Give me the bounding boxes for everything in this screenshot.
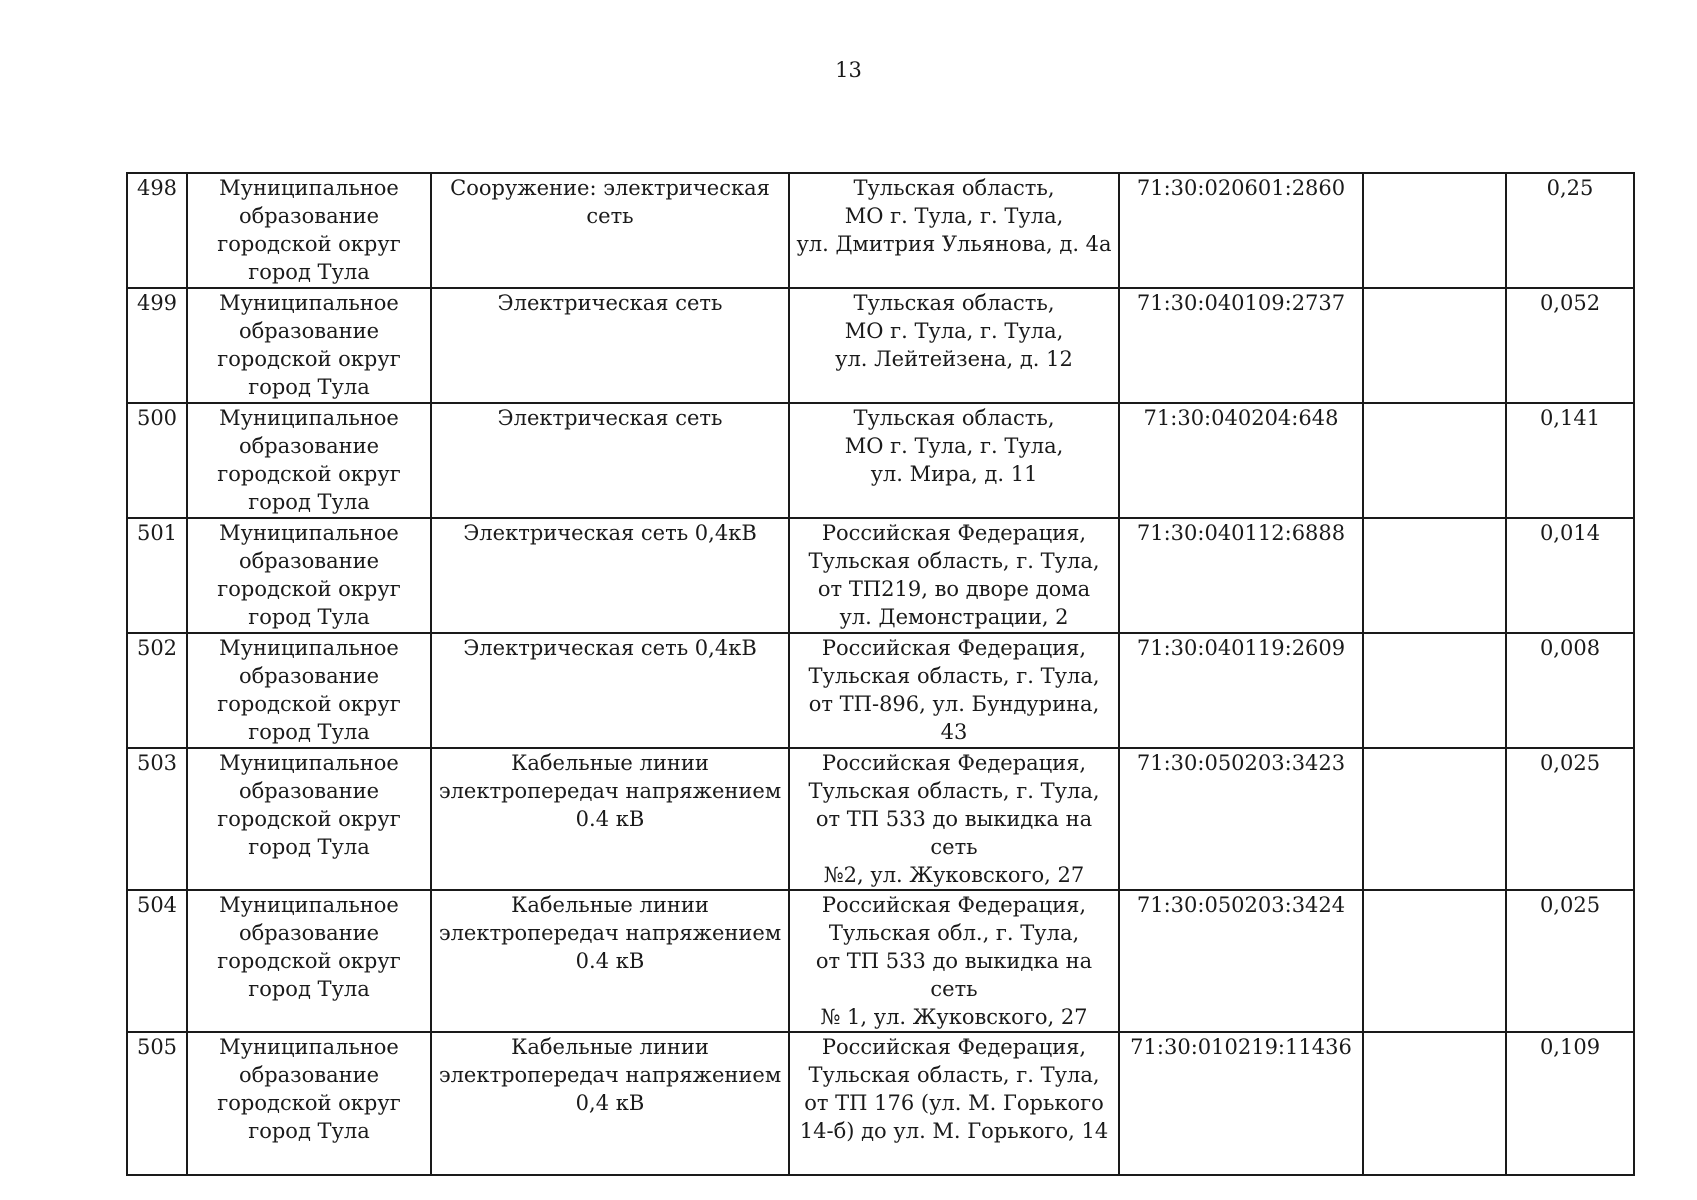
page-number: 13 [835, 58, 862, 82]
empty-cell [1363, 633, 1506, 748]
owner-cell: Муниципальное образование городской округ город Тула [187, 1032, 431, 1175]
object-name-cell: Электрическая сеть 0,4кВ [431, 518, 789, 633]
cadastral-number-cell: 71:30:040119:2609 [1119, 633, 1363, 748]
table-row [127, 403, 1634, 518]
length-cell: 0,014 [1506, 518, 1634, 633]
address-cell: Тульская область, МО г. Тула, г. Тула, ул. Дмитрия Ульянова, д. 4а [789, 173, 1119, 288]
row-number: 502 [127, 633, 187, 748]
length-cell: 0,052 [1506, 288, 1634, 403]
address-cell: Российская Федерация, Тульская обл., г. Тула, от ТП 533 до выкидка на сеть № 1, ул. Жуковского, 27 [789, 890, 1119, 1032]
owner-cell: Муниципальное образование городской округ город Тула [187, 173, 431, 288]
empty-cell [1363, 1032, 1506, 1175]
empty-cell [1363, 403, 1506, 518]
empty-cell [1363, 288, 1506, 403]
cadastral-number-cell: 71:30:040112:6888 [1119, 518, 1363, 633]
address-cell: Российская Федерация, Тульская область, г. Тула, от ТП 533 до выкидка на сеть №2, ул. Жуковского, 27 [789, 748, 1119, 890]
table-row [127, 748, 1634, 890]
row-number: 505 [127, 1032, 187, 1175]
row-number: 501 [127, 518, 187, 633]
address-cell: Тульская область, МО г. Тула, г. Тула, ул. Лейтейзена, д. 12 [789, 288, 1119, 403]
cadastral-number-cell: 71:30:010219:11436 [1119, 1032, 1363, 1175]
row-number: 499 [127, 288, 187, 403]
object-name-cell: Электрическая сеть [431, 403, 789, 518]
address-cell: Российская Федерация, Тульская область, г. Тула, от ТП 176 (ул. М. Горького 14-б) до ул. М. Горького, 14 [789, 1032, 1119, 1175]
length-cell: 0,025 [1506, 748, 1634, 890]
cadastral-number-cell: 71:30:050203:3424 [1119, 890, 1363, 1032]
object-name-cell: Кабельные линии электропередач напряжением 0,4 кВ [431, 1032, 789, 1175]
address-cell: Российская Федерация, Тульская область, г. Тула, от ТП219, во дворе дома ул. Демонстрации, 2 [789, 518, 1119, 633]
cadastral-number-cell: 71:30:050203:3423 [1119, 748, 1363, 890]
object-name-cell: Электрическая сеть [431, 288, 789, 403]
owner-cell: Муниципальное образование городской округ город Тула [187, 288, 431, 403]
row-number: 504 [127, 890, 187, 1032]
cadastral-number-cell: 71:30:040109:2737 [1119, 288, 1363, 403]
object-name-cell: Сооружение: электрическая сеть [431, 173, 789, 288]
object-name-cell: Кабельные линии электропередач напряжением 0.4 кВ [431, 890, 789, 1032]
row-number: 500 [127, 403, 187, 518]
empty-cell [1363, 173, 1506, 288]
object-name-cell: Электрическая сеть 0,4кВ [431, 633, 789, 748]
length-cell: 0,025 [1506, 890, 1634, 1032]
table-row [127, 518, 1634, 633]
row-number: 498 [127, 173, 187, 288]
table-row [127, 633, 1634, 748]
empty-cell [1363, 518, 1506, 633]
length-cell: 0,109 [1506, 1032, 1634, 1175]
length-cell: 0,141 [1506, 403, 1634, 518]
cadastral-number-cell: 71:30:040204:648 [1119, 403, 1363, 518]
table-row [127, 890, 1634, 1032]
owner-cell: Муниципальное образование городской округ город Тула [187, 633, 431, 748]
owner-cell: Муниципальное образование городской округ город Тула [187, 890, 431, 1032]
table-row [127, 1032, 1634, 1175]
table-row [127, 173, 1634, 288]
empty-cell [1363, 890, 1506, 1032]
owner-cell: Муниципальное образование городской округ город Тула [187, 748, 431, 890]
address-cell: Российская Федерация, Тульская область, г. Тула, от ТП-896, ул. Бундурина, 43 [789, 633, 1119, 748]
cadastral-number-cell: 71:30:020601:2860 [1119, 173, 1363, 288]
owner-cell: Муниципальное образование городской округ город Тула [187, 403, 431, 518]
owner-cell: Муниципальное образование городской округ город Тула [187, 518, 431, 633]
row-number: 503 [127, 748, 187, 890]
empty-cell [1363, 748, 1506, 890]
object-name-cell: Кабельные линии электропередач напряжением 0.4 кВ [431, 748, 789, 890]
property-registry-table [126, 172, 1635, 1176]
address-cell: Тульская область, МО г. Тула, г. Тула, ул. Мира, д. 11 [789, 403, 1119, 518]
length-cell: 0,25 [1506, 173, 1634, 288]
length-cell: 0,008 [1506, 633, 1634, 748]
table-row [127, 288, 1634, 403]
